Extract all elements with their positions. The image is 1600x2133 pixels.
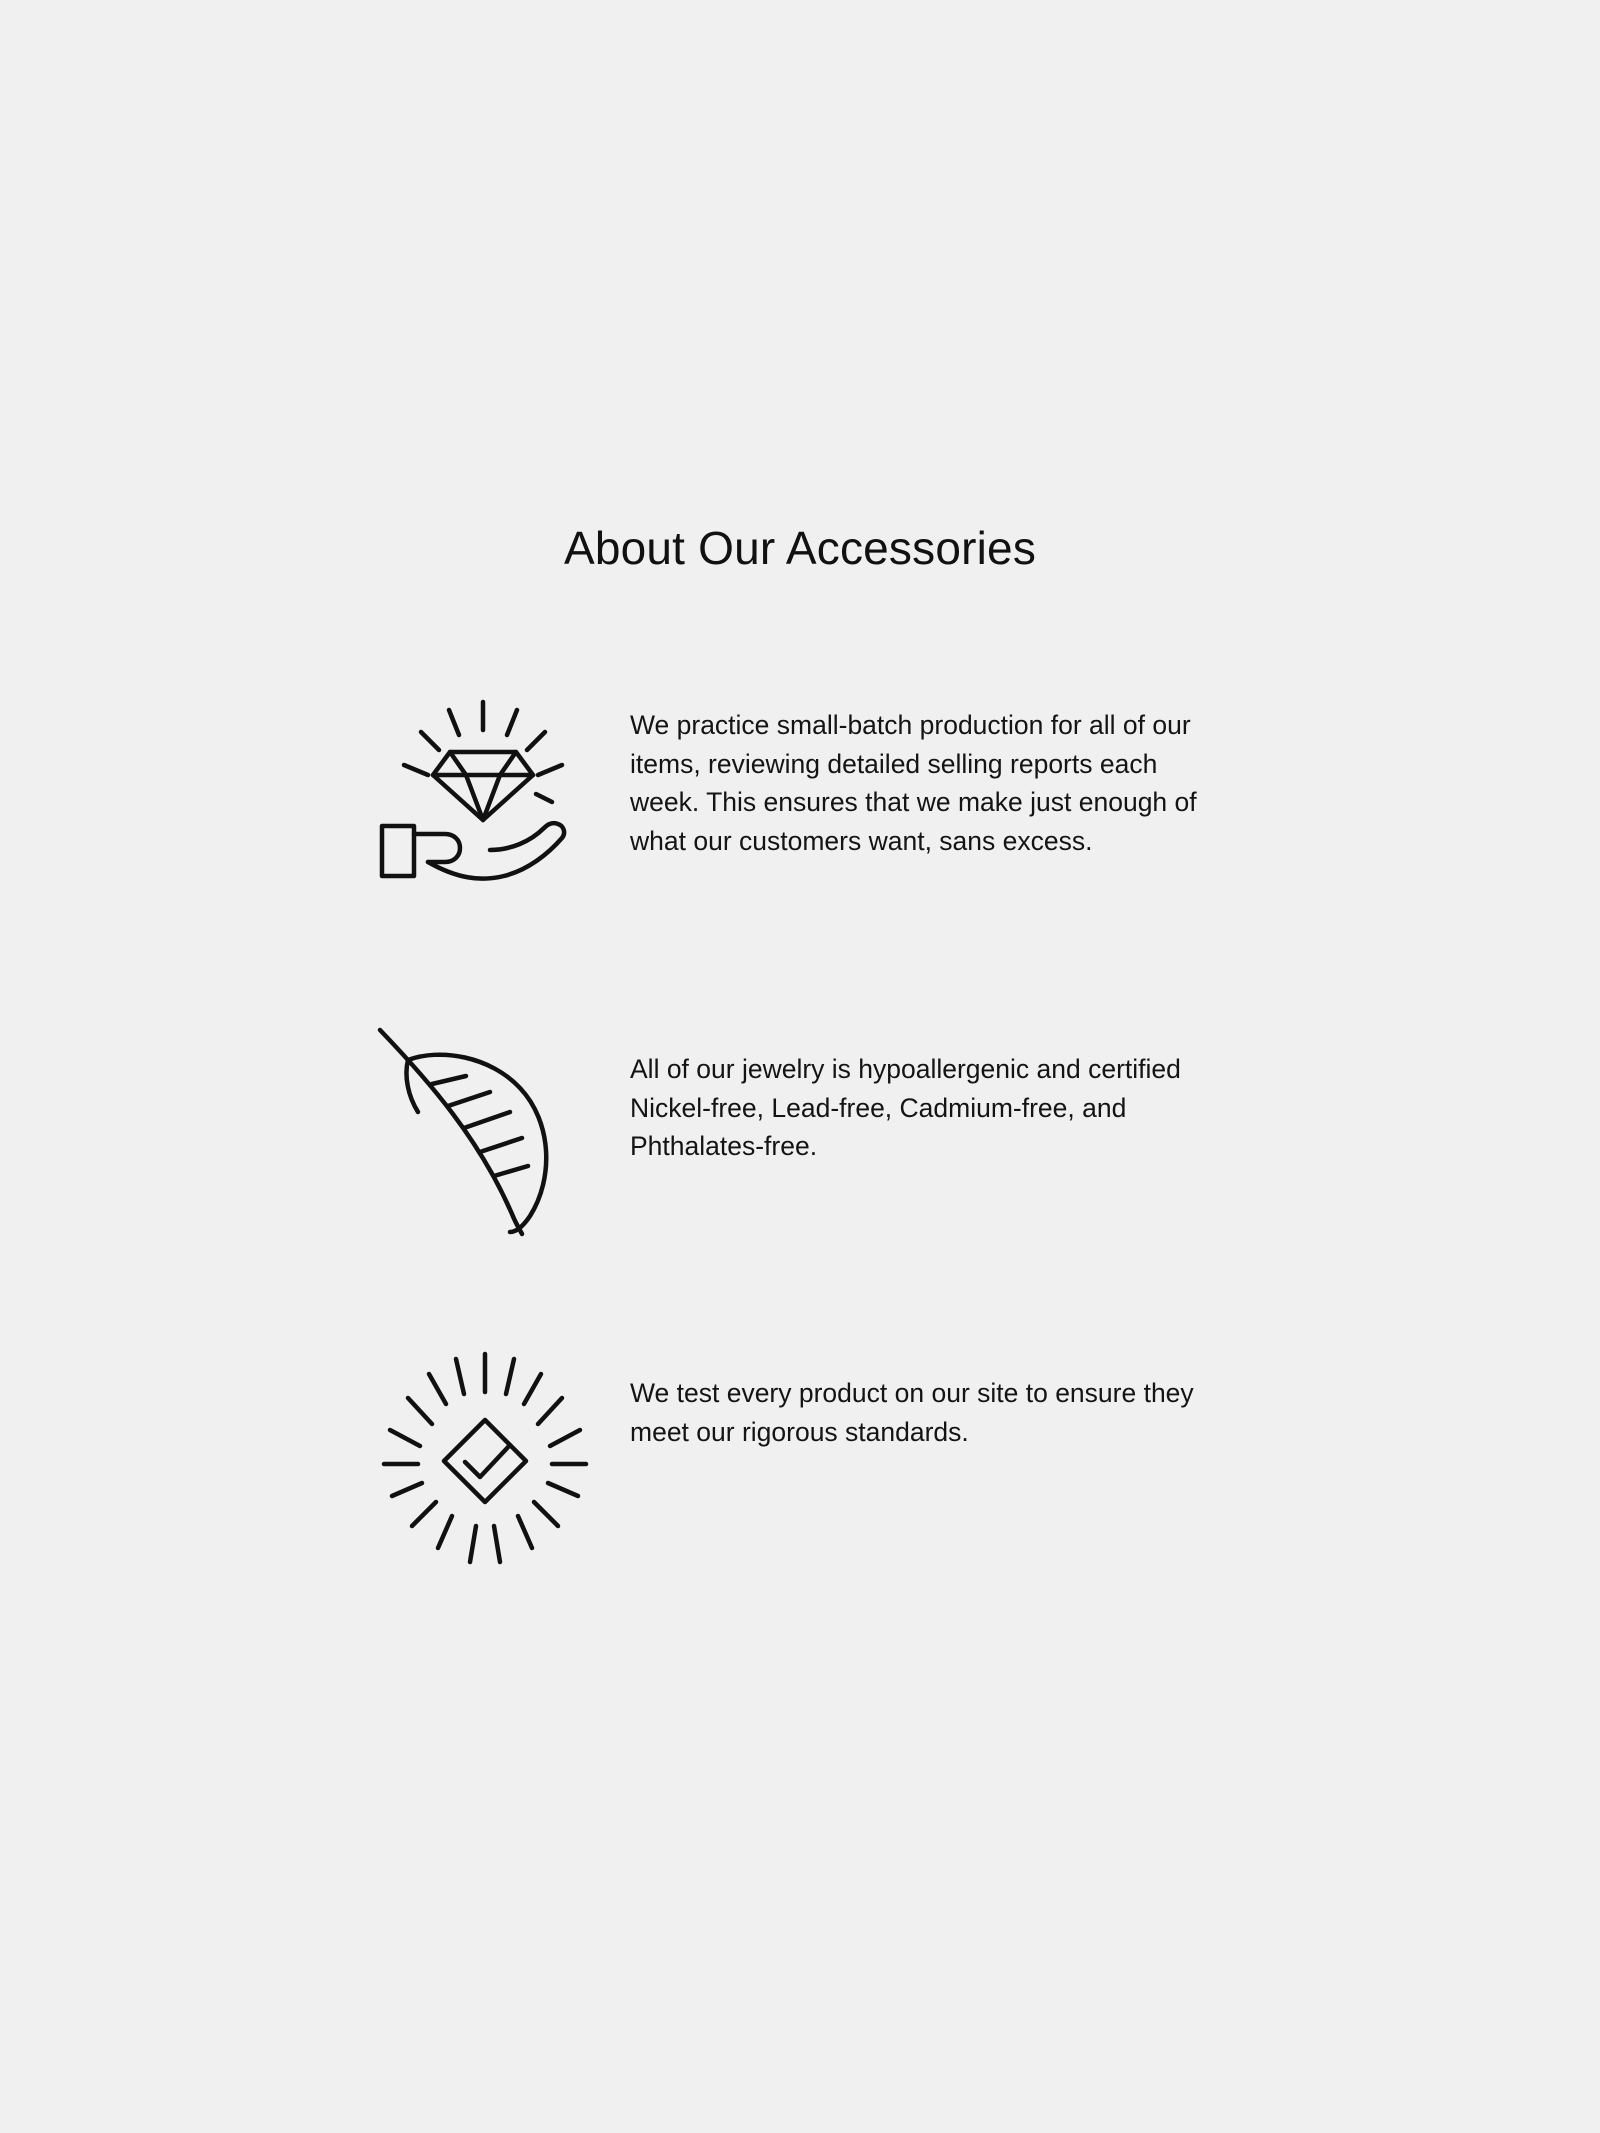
checkmark-burst-icon bbox=[340, 1326, 630, 1596]
feature-text: All of our jewelry is hypoallergenic and certified Nickel-free, Lead-free, Cadmium-free, and Phthalates-free. bbox=[630, 1054, 1181, 1162]
list-item bbox=[340, 998, 1260, 1268]
list-item bbox=[340, 670, 1260, 940]
list-item bbox=[340, 1326, 1260, 1596]
feature-text: We test every product on our site to ensure they meet our rigorous standards. bbox=[630, 1378, 1194, 1447]
feature-text: We practice small-batch production for all of our items, reviewing detailed selling reports each week. This ensures that we make just enough of what our customers want, sans excess. bbox=[630, 710, 1197, 857]
feather-icon bbox=[340, 998, 630, 1268]
diamond-in-hand-icon bbox=[340, 670, 630, 940]
page-title: About Our Accessories bbox=[563, 521, 1037, 574]
feature-list bbox=[340, 670, 1260, 1654]
